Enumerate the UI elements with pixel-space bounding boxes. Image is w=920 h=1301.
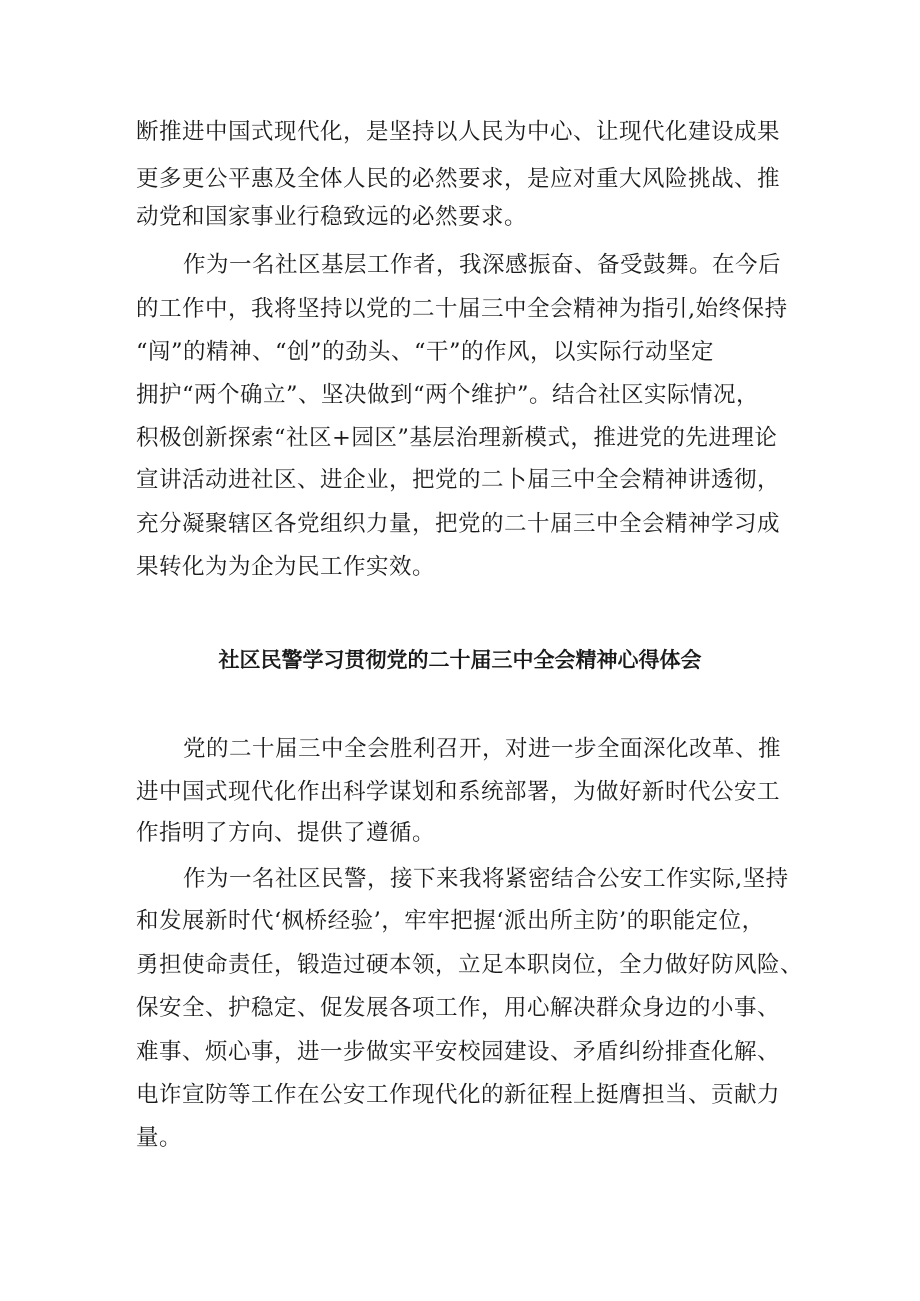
paragraph-line: 进中国式现代化作出科学谋划和系统部署，为做好新时代公安工 bbox=[136, 779, 781, 805]
paragraph-line: 的工作中，我将坚持以党的二十届三中全会精神为指引,始终保持 bbox=[136, 296, 788, 322]
paragraph-line: “闯”的精神、“创”的劲头、“干”的作风，以实际行动坚定 bbox=[136, 339, 715, 365]
paragraph-line: 动党和国家事业行稳致远的必然要求。 bbox=[136, 204, 528, 230]
paragraph-line: 更多更公平惠及全体人民的必然要求，是应对重大风险挑战、推 bbox=[136, 166, 781, 192]
paragraph-line: 量。 bbox=[136, 1125, 183, 1151]
paragraph-line: 积极创新探索“社区+园区”基层治理新模式，推进党的先进理论 bbox=[136, 425, 778, 451]
paragraph-line: 作为一名社区基层工作者，我深感振奋、备受鼓舞。在今后 bbox=[183, 252, 782, 278]
paragraph-line: 作为一名社区民警，接下来我将紧密结合公安工作实际,坚持 bbox=[183, 866, 789, 892]
paragraph-line: 拥护“两个确立”、坚决做到“两个维护”。结合社区实际情况， bbox=[136, 382, 760, 408]
paragraph-line: 果转化为为企为民工作实效。 bbox=[136, 554, 436, 580]
paragraph-line: 党的二十届三中全会胜利召开，对进一步全面深化改革、推 bbox=[183, 736, 782, 762]
paragraph-line: 保安全、护稳定、促发展各项工作，用心解决群众身边的小事、 bbox=[136, 995, 781, 1021]
paragraph-line: 充分凝聚辖区各党组织力量，把党的二十届三中全会精神学习成 bbox=[136, 511, 781, 537]
section-title: 社区民警学习贯彻党的二十届三中全会精神心得体会 bbox=[218, 648, 702, 672]
paragraph-line: 和发展新时代‘枫桥经验’，牢牢把握‘派出所主防’的职能定位， bbox=[136, 908, 765, 934]
paragraph-line: 勇担使命责任，锻造过硬本领，立足本职岗位，全力做好防风险、 bbox=[136, 952, 804, 978]
paragraph-line: 断推进中国式现代化，是坚持以人民为中心、让现代化建设成果 bbox=[136, 119, 781, 145]
paragraph-line: 电诈宣防等工作在公安工作现代化的新征程上挺膺担当、贡献力 bbox=[136, 1082, 781, 1108]
paragraph-line: 作指明了方向、提供了遵循。 bbox=[136, 820, 436, 846]
paragraph-line: 难事、烦心事，进一步做实平安校园建设、矛盾纠纷排查化解、 bbox=[136, 1039, 781, 1065]
paragraph-line: 宣讲活动进社区、进企业，把党的二卜届三中全会精神讲透彻， bbox=[136, 467, 781, 493]
